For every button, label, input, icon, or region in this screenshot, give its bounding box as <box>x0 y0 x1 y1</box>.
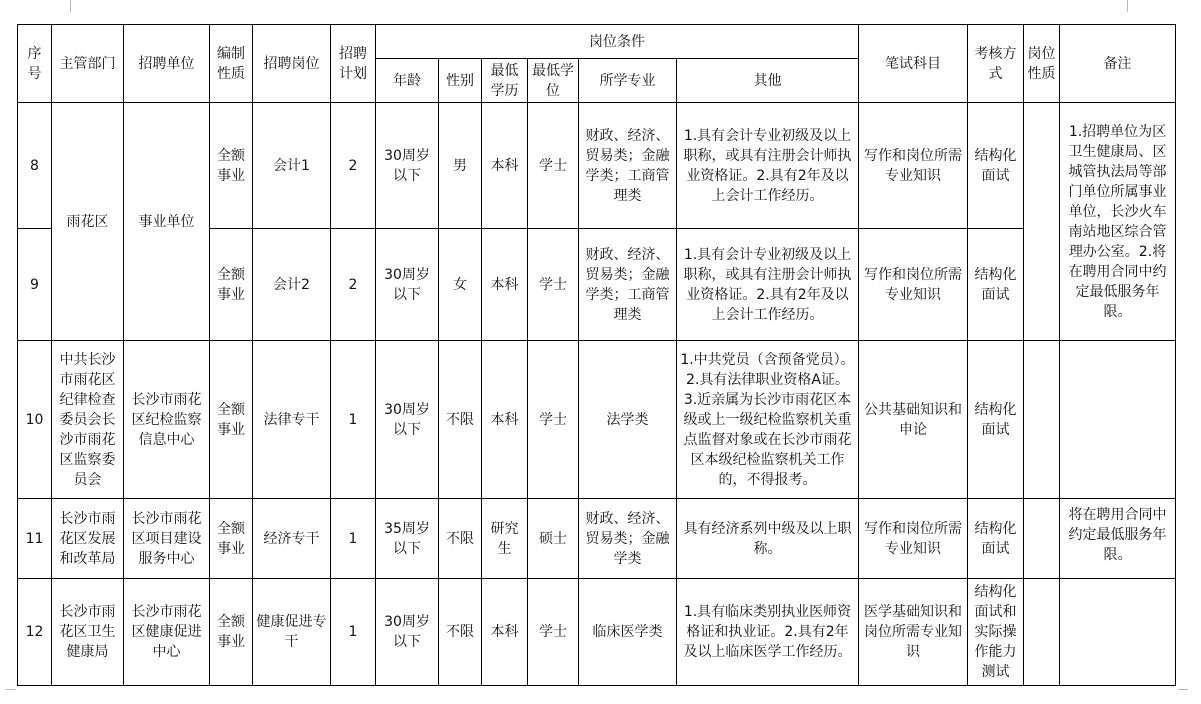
cell-age: 30周岁以下 <box>376 341 439 499</box>
cell-method: 结构化面试 <box>968 499 1024 579</box>
cell-post: 健康促进专干 <box>253 579 331 686</box>
cell-post-nature <box>1024 579 1060 686</box>
cell-dept: 中共长沙市雨花区纪律检查委员会长沙市雨花区监察委员会 <box>52 341 124 499</box>
cell-seq: 12 <box>18 579 52 686</box>
cell-exam: 写作和岗位所需专业知识 <box>859 103 968 229</box>
header-exam: 笔试科目 <box>859 25 968 103</box>
header-age: 年龄 <box>376 59 439 103</box>
cell-plan: 1 <box>331 499 376 579</box>
cell-post: 经济专干 <box>253 499 331 579</box>
cell-degree: 硕士 <box>528 499 579 579</box>
header-other: 其他 <box>677 59 859 103</box>
cell-seq: 9 <box>18 229 52 341</box>
cell-other: 1.具有临床类别执业医师资格证和执业证。2.具有2年及以上临床医学工作经历。 <box>677 579 859 686</box>
cell-edu: 本科 <box>482 341 528 499</box>
recruitment-table <box>17 24 1176 686</box>
header-edu: 最低学历 <box>482 59 528 103</box>
cell-post-nature <box>1024 499 1060 579</box>
cell-nature: 全额事业 <box>210 103 253 229</box>
cell-nature: 全额事业 <box>210 499 253 579</box>
cell-exam: 医学基础知识和岗位所需专业知识 <box>859 579 968 686</box>
cell-seq: 10 <box>18 341 52 499</box>
header-remark: 备注 <box>1060 25 1176 103</box>
cell-remark <box>1060 341 1176 499</box>
page-corner-mark <box>70 0 71 12</box>
cell-unit: 长沙市雨花区项目建设服务中心 <box>124 499 210 579</box>
header-gender: 性别 <box>439 59 482 103</box>
header-degree: 最低学位 <box>528 59 579 103</box>
cell-post-nature <box>1024 341 1060 499</box>
page-corner-mark <box>1178 689 1188 690</box>
cell-major: 财政、经济、贸易类；金融学类；工商管理类 <box>579 103 677 229</box>
cell-remark: 将在聘用合同中约定最低服务年限。 <box>1060 499 1176 579</box>
cell-post-nature <box>1024 103 1060 341</box>
cell-degree: 学士 <box>528 579 579 686</box>
cell-major: 临床医学类 <box>579 579 677 686</box>
cell-post: 会计2 <box>253 229 331 341</box>
header-plan: 招聘计划 <box>331 25 376 103</box>
cell-exam: 公共基础知识和申论 <box>859 341 968 499</box>
cell-dept: 长沙市雨花区卫生健康局 <box>52 579 124 686</box>
page-corner-mark <box>6 689 16 690</box>
cell-major: 财政、经济、贸易类；金融学类；工商管理类 <box>579 229 677 341</box>
header-method: 考核方式 <box>968 25 1024 103</box>
header-seq: 序号 <box>18 25 52 103</box>
cell-nature: 全额事业 <box>210 341 253 499</box>
cell-edu: 本科 <box>482 103 528 229</box>
cell-dept: 雨花区 <box>52 103 124 341</box>
cell-age: 30周岁以下 <box>376 579 439 686</box>
cell-major: 财政、经济、贸易类；金融学类 <box>579 499 677 579</box>
cell-plan: 1 <box>331 579 376 686</box>
cell-nature: 全额事业 <box>210 579 253 686</box>
cell-method: 结构化面试和实际操作能力测试 <box>968 579 1024 686</box>
cell-method: 结构化面试 <box>968 229 1024 341</box>
table-row <box>18 103 1176 229</box>
cell-age: 35周岁以下 <box>376 499 439 579</box>
cell-plan: 1 <box>331 341 376 499</box>
cell-plan: 2 <box>331 103 376 229</box>
header-dept: 主管部门 <box>52 25 124 103</box>
cell-post: 会计1 <box>253 103 331 229</box>
cell-degree: 学士 <box>528 341 579 499</box>
cell-age: 30周岁以下 <box>376 103 439 229</box>
cell-gender: 不限 <box>439 341 482 499</box>
cell-other: 1.中共党员（含预备党员）。2.具有法律职业资格A证。3.近亲属为长沙市雨花区本级或上一级纪检监察机关重点监督对象或在长沙市雨花区本级纪检监察机关工作的，不得报考。 <box>677 341 859 499</box>
cell-remark <box>1060 579 1176 686</box>
page-corner-mark <box>1127 0 1128 12</box>
header-post-nature: 岗位性质 <box>1024 25 1060 103</box>
cell-remark: 1.招聘单位为区卫生健康局、区城管执法局等部门单位所属事业单位，长沙火车南站地区综合管理办公室。2.将在聘用合同中约定最低服务年限。 <box>1060 103 1176 341</box>
cell-major: 法学类 <box>579 341 677 499</box>
header-row <box>18 25 1176 59</box>
cell-exam: 写作和岗位所需专业知识 <box>859 499 968 579</box>
header-post: 招聘岗位 <box>253 25 331 103</box>
table-row <box>18 499 1176 579</box>
cell-gender: 女 <box>439 229 482 341</box>
cell-gender: 男 <box>439 103 482 229</box>
cell-gender: 不限 <box>439 579 482 686</box>
header-major: 所学专业 <box>579 59 677 103</box>
table-row <box>18 579 1176 686</box>
cell-nature: 全额事业 <box>210 229 253 341</box>
cell-age: 30周岁以下 <box>376 229 439 341</box>
cell-other: 1.具有会计专业初级及以上职称，或具有注册会计师执业资格证。2.具有2年及以上会计工作经历。 <box>677 103 859 229</box>
cell-edu: 本科 <box>482 229 528 341</box>
cell-plan: 2 <box>331 229 376 341</box>
cell-unit: 长沙市雨花区纪检监察信息中心 <box>124 341 210 499</box>
cell-seq: 11 <box>18 499 52 579</box>
cell-exam: 写作和岗位所需专业知识 <box>859 229 968 341</box>
cell-degree: 学士 <box>528 229 579 341</box>
cell-other: 具有经济系列中级及以上职称。 <box>677 499 859 579</box>
cell-edu: 本科 <box>482 579 528 686</box>
cell-unit: 长沙市雨花区健康促进中心 <box>124 579 210 686</box>
cell-edu: 研究生 <box>482 499 528 579</box>
cell-gender: 不限 <box>439 499 482 579</box>
cell-method: 结构化面试 <box>968 103 1024 229</box>
cell-dept: 长沙市雨花区发展和改革局 <box>52 499 124 579</box>
cell-other: 1.具有会计专业初级及以上职称，或具有注册会计师执业资格证。2.具有2年及以上会计工作经历。 <box>677 229 859 341</box>
cell-post: 法律专干 <box>253 341 331 499</box>
header-nature: 编制性质 <box>210 25 253 103</box>
cell-degree: 学士 <box>528 103 579 229</box>
cell-method: 结构化面试 <box>968 341 1024 499</box>
cell-seq: 8 <box>18 103 52 229</box>
header-conditions: 岗位条件 <box>376 25 859 59</box>
table-row <box>18 341 1176 499</box>
cell-unit: 事业单位 <box>124 103 210 341</box>
header-unit: 招聘单位 <box>124 25 210 103</box>
